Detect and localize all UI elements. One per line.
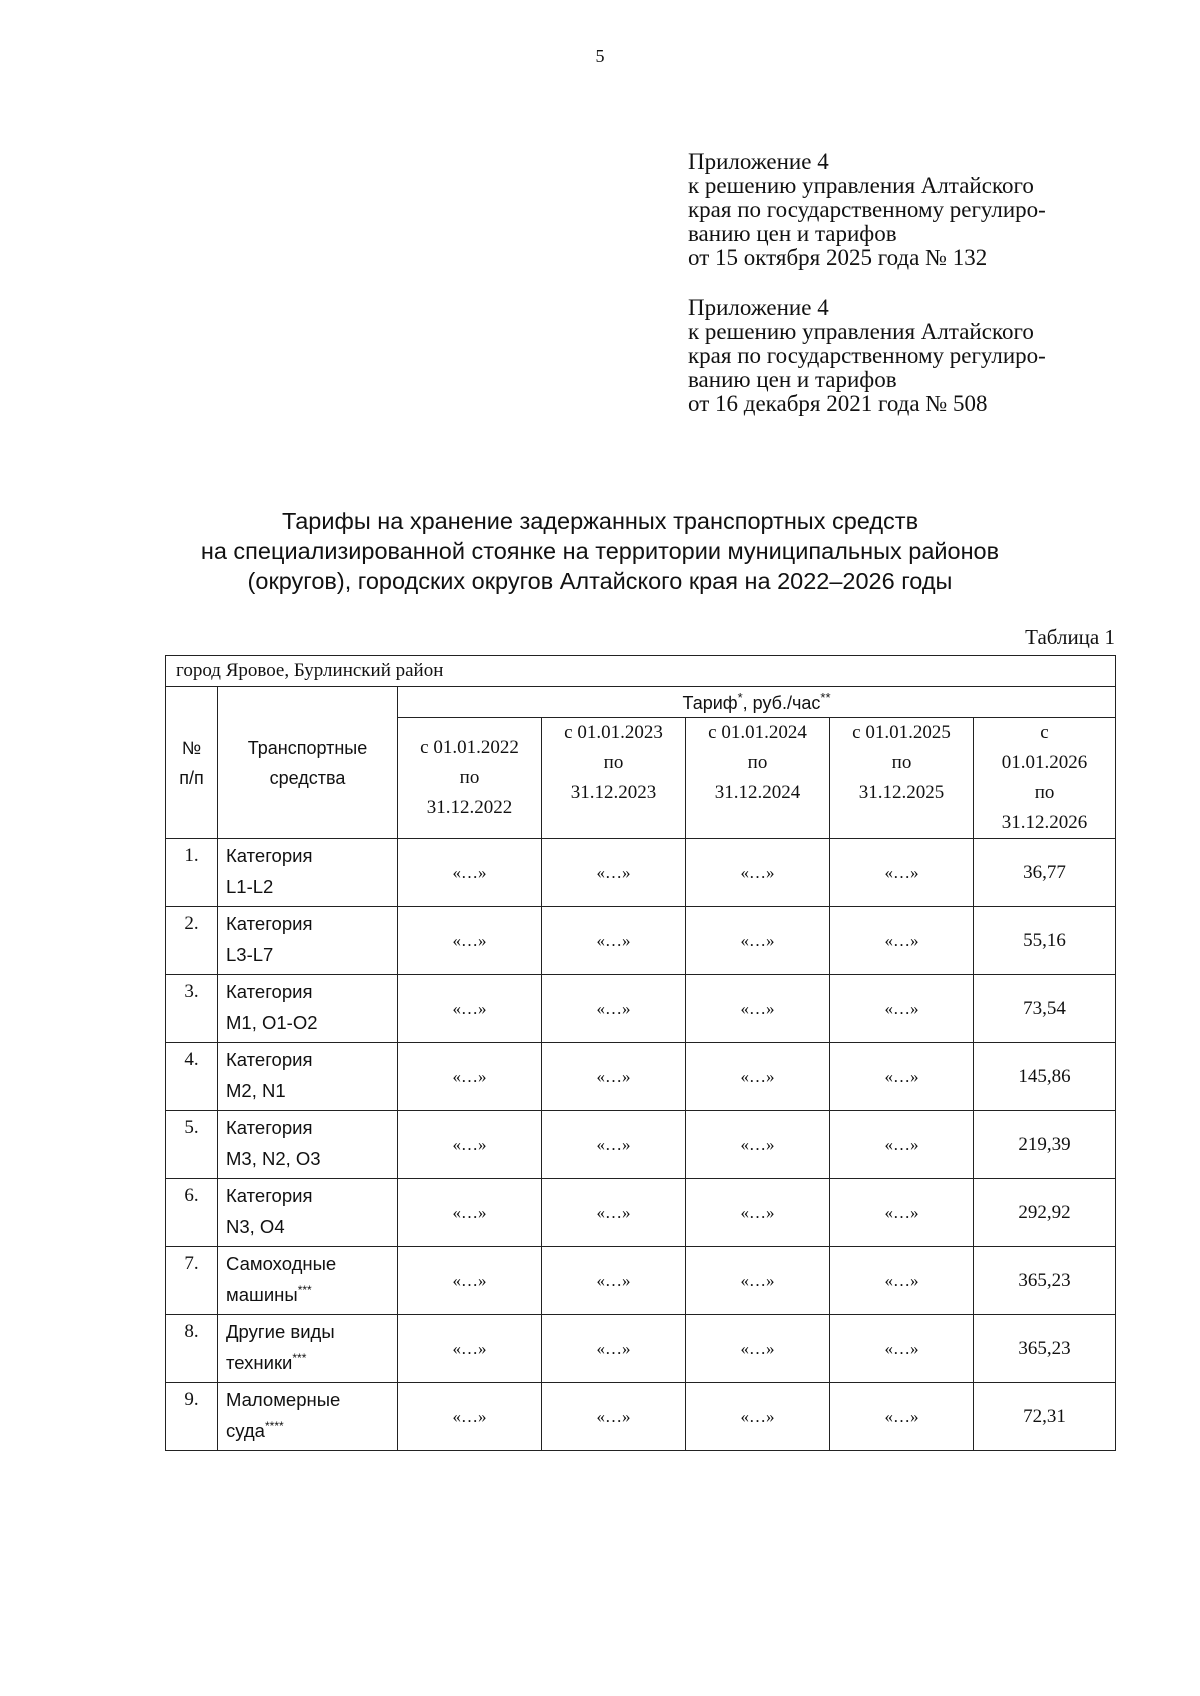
period-line: по [1034, 782, 1055, 803]
tariff-unit: , руб./час [742, 693, 821, 713]
vehicle-type [218, 1111, 398, 1179]
vehicle-line [226, 1345, 397, 1376]
vehicle-category: M3, N2, O3 [226, 1148, 321, 1170]
row-number: 3. [166, 975, 218, 1043]
vehicle-category: машины [226, 1284, 298, 1306]
table-label: Таблица 1 [1025, 625, 1115, 649]
tariff-cell: «…» [542, 1111, 686, 1179]
vehicle-line: Категория [226, 913, 313, 934]
tariff-cell: «…» [542, 1043, 686, 1111]
title-line: (округов), городских округов Алтайского края на 2022–2026 годы [247, 568, 953, 594]
vehicle-line [226, 1141, 397, 1172]
tariff-cell: «…» [830, 907, 974, 975]
tariff-cell: «…» [398, 1383, 542, 1451]
period-line: по [603, 752, 624, 773]
table-row [166, 839, 1116, 907]
tariff-cell: «…» [542, 907, 686, 975]
vehicle-line [226, 1005, 397, 1036]
appendix-line: Приложение 4 [688, 295, 829, 320]
row-number: 9. [166, 1383, 218, 1451]
vehicle-category: L3-L7 [226, 944, 274, 966]
tariff-cell: «…» [686, 975, 830, 1043]
vehicle-category: N3, O4 [226, 1216, 285, 1238]
vehicle-line [226, 1277, 397, 1308]
tariff-cell: «…» [686, 1247, 830, 1315]
period-line: с 01.01.2023 [564, 722, 663, 743]
region-header: город Яровое, Бурлинский район [166, 656, 1116, 687]
period-header-2022 [398, 718, 542, 839]
tariff-cell: «…» [686, 1111, 830, 1179]
table-row [166, 1383, 1116, 1451]
tariff-cell: «…» [830, 1043, 974, 1111]
tariff-cell: «…» [398, 1179, 542, 1247]
vehicle-type [218, 839, 398, 907]
vehicle-line: Категория [226, 981, 313, 1002]
vehicle-type [218, 1179, 398, 1247]
appendix-line: к решению управления Алтайского [688, 173, 1034, 198]
tariff-cell: «…» [398, 1111, 542, 1179]
table-row [166, 1315, 1116, 1383]
document-title [150, 506, 1050, 596]
vehicle-type [218, 907, 398, 975]
tariff-cell: «…» [398, 839, 542, 907]
period-line: по [747, 752, 768, 773]
tariff-table [165, 655, 1116, 1451]
period-line: 31.12.2023 [570, 782, 657, 803]
page-number: 5 [595, 46, 605, 66]
footnote-mark: **** [264, 1419, 284, 1433]
vehicle-line: Категория [226, 1049, 313, 1070]
tariff-value-2026: 219,39 [974, 1111, 1116, 1179]
appendix-line: ванию цен и тарифов [688, 367, 897, 392]
tariff-cell: «…» [830, 1383, 974, 1451]
appendix-current [688, 150, 1128, 270]
number-column-header [166, 687, 218, 839]
title-line: на специализированной стоянке на территории муниципальных районов [200, 538, 1000, 564]
tariff-cell: «…» [542, 839, 686, 907]
tariff-value-2026: 55,16 [974, 907, 1116, 975]
appendix-line: края по государственному регулиро- [688, 343, 1046, 368]
period-header-2023 [542, 718, 686, 839]
vehicle-line [226, 1073, 397, 1104]
vehicle-category: техники [226, 1352, 293, 1374]
period-line: 31.12.2022 [426, 797, 513, 818]
period-line: по [891, 752, 912, 773]
tariff-cell: «…» [686, 839, 830, 907]
tariff-value-2026: 73,54 [974, 975, 1116, 1043]
tariff-cell: «…» [686, 907, 830, 975]
tariff-header-text: Тариф [682, 693, 738, 713]
tariff-cell: «…» [686, 1179, 830, 1247]
vehicle-line [226, 869, 397, 900]
period-line: с [1040, 722, 1049, 743]
vehicle-type [218, 1383, 398, 1451]
row-number: 8. [166, 1315, 218, 1383]
period-header-2025 [830, 718, 974, 839]
vehicle-line: Другие виды [226, 1321, 335, 1342]
table-row [166, 975, 1116, 1043]
row-number: 7. [166, 1247, 218, 1315]
vehicle-line: Категория [226, 1117, 313, 1138]
appendix-line: ванию цен и тарифов [688, 221, 897, 246]
tariff-cell: «…» [398, 1247, 542, 1315]
period-header-2024 [686, 718, 830, 839]
header-line: п/п [179, 767, 204, 788]
tariff-value-2026: 72,31 [974, 1383, 1116, 1451]
tariff-header [398, 687, 1116, 718]
tariff-cell: «…» [830, 1247, 974, 1315]
row-number: 1. [166, 839, 218, 907]
tariff-cell: «…» [830, 975, 974, 1043]
table-row [166, 1179, 1116, 1247]
tariff-cell: «…» [830, 1179, 974, 1247]
table-row [166, 1247, 1116, 1315]
header-line: Транспортные [247, 737, 368, 758]
tariff-cell: «…» [830, 1315, 974, 1383]
tariff-cell: «…» [542, 975, 686, 1043]
period-line: с 01.01.2025 [852, 722, 951, 743]
vehicle-line: Маломерные [226, 1389, 341, 1410]
tariff-value-2026: 145,86 [974, 1043, 1116, 1111]
table-row [166, 1111, 1116, 1179]
appendix-original [688, 296, 1128, 416]
vehicle-category: суда [226, 1420, 265, 1442]
table-row [166, 1043, 1116, 1111]
vehicle-line: Категория [226, 1185, 313, 1206]
footnote-mark: *** [292, 1351, 307, 1365]
tariff-cell: «…» [686, 1315, 830, 1383]
vehicle-line [226, 1413, 397, 1444]
header-line: средства [269, 767, 346, 788]
period-line: 31.12.2026 [1001, 812, 1088, 833]
appendix-line: от 16 декабря 2021 года № 508 [688, 391, 988, 416]
vehicle-type [218, 975, 398, 1043]
tariff-cell: «…» [398, 1043, 542, 1111]
period-line: по [459, 767, 480, 788]
title-line: Тарифы на хранение задержанных транспортных средств [281, 508, 919, 534]
footnote-mark: * [737, 690, 743, 705]
appendix-line: от 15 октября 2025 года № 132 [688, 245, 988, 270]
row-number: 6. [166, 1179, 218, 1247]
vehicle-type [218, 1043, 398, 1111]
vehicle-column-header [218, 687, 398, 839]
vehicle-line [226, 937, 397, 968]
vehicle-type [218, 1315, 398, 1383]
vehicle-line: Самоходные [226, 1253, 337, 1274]
tariff-value-2026: 365,23 [974, 1247, 1116, 1315]
vehicle-type [218, 1247, 398, 1315]
vehicle-line [226, 1209, 397, 1240]
period-line: 31.12.2025 [858, 782, 945, 803]
tariff-value-2026: 292,92 [974, 1179, 1116, 1247]
tariff-cell: «…» [542, 1383, 686, 1451]
tariff-cell: «…» [830, 839, 974, 907]
tariff-cell: «…» [830, 1111, 974, 1179]
appendix-line: края по государственному регулиро- [688, 197, 1046, 222]
period-header-2026 [974, 718, 1116, 839]
tariff-cell: «…» [542, 1247, 686, 1315]
tariff-cell: «…» [398, 907, 542, 975]
footnote-mark: *** [297, 1283, 312, 1297]
appendix-line: к решению управления Алтайского [688, 319, 1034, 344]
tariff-value-2026: 36,77 [974, 839, 1116, 907]
tariff-cell: «…» [542, 1179, 686, 1247]
vehicle-category: L1-L2 [226, 876, 274, 898]
row-number: 5. [166, 1111, 218, 1179]
table-row [166, 907, 1116, 975]
row-number: 2. [166, 907, 218, 975]
tariff-cell: «…» [398, 975, 542, 1043]
tariff-cell: «…» [686, 1043, 830, 1111]
period-line: 31.12.2024 [714, 782, 801, 803]
tariff-cell: «…» [398, 1315, 542, 1383]
appendix-line: Приложение 4 [688, 149, 829, 174]
tariff-cell: «…» [686, 1383, 830, 1451]
vehicle-category: M1, O1-O2 [226, 1012, 318, 1034]
period-line: с 01.01.2022 [420, 737, 519, 758]
vehicle-category: M2, N1 [226, 1080, 286, 1102]
footnote-mark: ** [820, 690, 831, 705]
period-line: с 01.01.2024 [708, 722, 807, 743]
period-line: 01.01.2026 [1001, 752, 1088, 773]
header-line: № [181, 737, 202, 758]
tariff-value-2026: 365,23 [974, 1315, 1116, 1383]
row-number: 4. [166, 1043, 218, 1111]
tariff-cell: «…» [542, 1315, 686, 1383]
vehicle-line: Категория [226, 845, 313, 866]
